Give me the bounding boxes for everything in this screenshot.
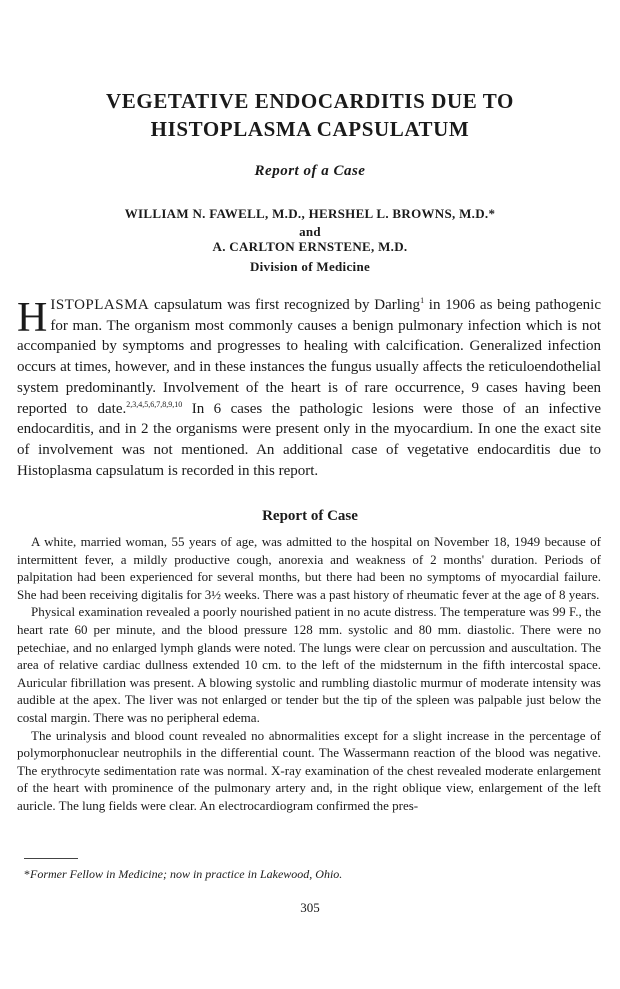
drop-cap: H	[17, 295, 48, 341]
footnote-divider	[24, 858, 78, 859]
footnote-text: Former Fellow in Medicine; now in practice in Lakewood, Ohio.	[30, 867, 343, 881]
authors-line-1: WILLIAM N. FAWELL, M.D., HERSHEL L. BROWNS, M.D.*	[124, 206, 496, 221]
article-title-line-2: HISTOPLASMA CAPSULATUM	[150, 117, 470, 141]
intro-text-2: in 1906 as being pathogenic for man. The organism most commonly causes a benign pulmonary infection which is not accompanied by symptoms and progresses to healing with calcification. Generalized infection occurs at times, however, and in these instances the fungus usually affects the reticuloendothelial system predominantly. Involvement of the heart is of rare occurrence, 9 cases having been reported to date.	[17, 297, 602, 417]
intro-text-1: capsulatum was first recognized by Darling	[149, 297, 421, 313]
body-paragraph: The urinalysis and blood count revealed no abnormalities except for a slight increase in the percentage of polymorphonuclear neutrophils in the differential count. The Wassermann reaction of the blood was negative. The erythrocyte sedimentation rate was normal. X-ray examination of the chest revealed moderate enlargement of the heart with prominence of the pulmonary artery and, in the right oblique view, enlargement of the left auricle. The lung fields were clear. An electrocardiogram confirmed the pres-	[17, 727, 601, 813]
references-2-10: 2,3,4,5,6,7,8,9,10	[126, 399, 183, 409]
body-paragraph: Physical examination revealed a poorly nourished patient in no acute distress. The temperature was 99 F., the heart rate 60 per minute, and the blood pressure 128 mm. systolic and 80 mm. diastolic. There were no petechiae, and no enlarged lymph glands were noted. The lungs were clear on percussion and auscultation. The area of relative cardiac dullness extended 10 cm. to the left of the midsternum in the fifth intercostal space. Auricular fibrillation was present. A blowing systolic and rumbling diastolic murmur of moderate intensity was audible at the apex. The liver was not enlarged or tender but the tip of the spleen was palpable just below the costal margin. There was no peripheral edema.	[17, 604, 601, 725]
article-subtitle: Report of a Case	[254, 163, 366, 179]
author-division: Division of Medicine	[249, 259, 371, 274]
footnote	[24, 867, 342, 882]
intro-paragraph	[17, 295, 601, 481]
footnote-symbol: *	[24, 867, 30, 881]
page-number: 305	[300, 900, 320, 915]
intro-text-3: In 6 cases the pathologic lesions were those of an infective endocarditis, and in 2 the organisms were present only in the myocardium. In one the exact site of involvement was not mentioned. An additional case of vegetative endocarditis due to Histoplasma capsulatum is recorded in this report.	[17, 400, 602, 479]
reference-1: 1	[420, 296, 425, 305]
case-report-body	[17, 533, 601, 815]
article-title-line-1: VEGETATIVE ENDOCARDITIS DUE TO	[106, 89, 514, 113]
authors-line-2: A. CARLTON ERNSTENE, M.D.	[212, 239, 408, 254]
authors-and: and	[299, 224, 321, 239]
section-heading: Report of Case	[262, 508, 358, 524]
body-paragraph: A white, married woman, 55 years of age, was admitted to the hospital on November 18, 1949 because of intermittent fever, a mildly productive cough, anorexia and weakness of 2 months' duration. Periods of palpitation had been experienced for several months, but there had been no symptoms of myocardial failure. She had been receiving digitalis for 3½ weeks. There was a past history of rheumatic fever at the age of 8 years.	[17, 534, 601, 602]
intro-smallcaps: ISTOPLASMA	[50, 297, 150, 313]
